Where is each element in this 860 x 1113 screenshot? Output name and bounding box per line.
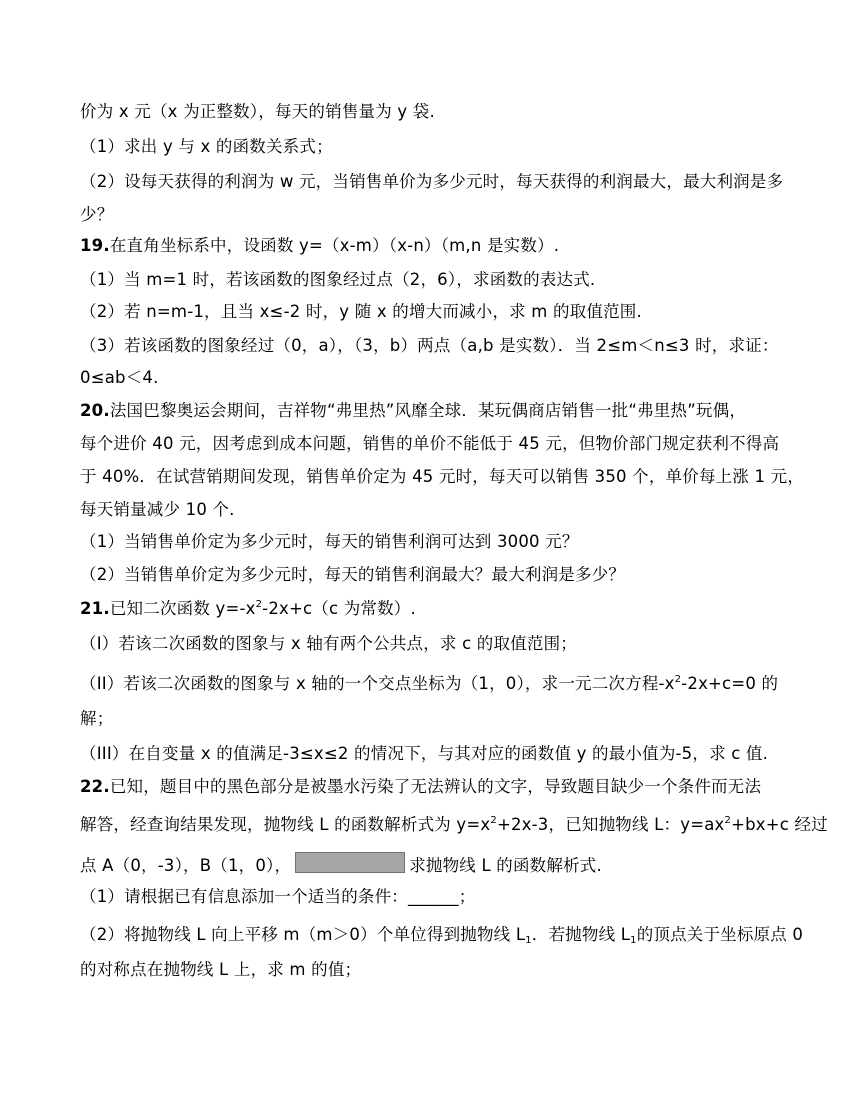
text-fragment: 解答，经查询结果发现，抛物线 L 的函数解析式为 y=x bbox=[80, 815, 491, 834]
subscript: 1 bbox=[525, 935, 532, 946]
text-fragment: （II）若该二次函数的图象与 x 轴的一个交点坐标为（1，0），求一元二次方程-x bbox=[80, 674, 675, 693]
text-line: （I）若该二次函数的图象与 x 轴有两个公共点，求 c 的取值范围； bbox=[80, 634, 577, 653]
text-line bbox=[80, 815, 828, 835]
text-fragment: +2x-3，已知抛物线 L：y=ax bbox=[496, 815, 725, 834]
question-20 bbox=[80, 401, 746, 421]
superscript: 2 bbox=[255, 599, 263, 610]
text-line: 每个进价 40 元，因考虑到成本问题，销售的单价不能低于 45 元，但物价部门规定获利不得高 bbox=[80, 434, 780, 453]
text-line: 于 40%．在试营销期间发现，销售单价定为 45 元时，每天可以销售 350 个，单价每上涨 1 元， bbox=[80, 467, 805, 486]
question-number: 22. bbox=[80, 777, 110, 796]
text-line: 每天销量减少 10 个. bbox=[80, 500, 235, 519]
text-line: 少？ bbox=[80, 205, 114, 224]
question-number: 21. bbox=[80, 599, 110, 618]
ink-blot bbox=[295, 852, 405, 873]
text-line: （III）在自变量 x 的值满足-3≤x≤2 的情况下，与其对应的函数值 y 的最小值为-5，求 c 值. bbox=[80, 744, 769, 763]
question-22 bbox=[80, 777, 761, 797]
text-fragment: -2x+c=0 的 bbox=[681, 674, 779, 693]
text-line bbox=[80, 852, 602, 876]
text-line bbox=[80, 925, 803, 945]
superscript: 2 bbox=[674, 674, 682, 685]
question-19 bbox=[80, 236, 559, 256]
text-line: 0≤ab＜4. bbox=[80, 368, 159, 387]
superscript: 2 bbox=[724, 815, 732, 826]
text-line: 价为 x 元（x 为正整数），每天的销售量为 y 袋. bbox=[80, 102, 435, 121]
question-number: 20. bbox=[80, 401, 110, 420]
text-fragment: +bx+c 经过 bbox=[731, 815, 828, 834]
question-text: 已知二次函数 y=-x bbox=[109, 599, 256, 618]
text-fragment: （2）将抛物线 L 向上平移 m（m＞0）个单位得到抛物线 L bbox=[80, 925, 526, 944]
text-line: 的对称点在抛物线 L 上，求 m 的值； bbox=[80, 960, 362, 979]
text-line: （1）当销售单价定为多少元时，每天的销售利润可达到 3000 元？ bbox=[80, 532, 579, 551]
text-line: （2）设每天获得的利润为 w 元，当销售单价为多少元时，每天获得的利润最大，最大利润是多 bbox=[80, 172, 784, 191]
superscript: 2 bbox=[490, 815, 497, 826]
text-fragment: 点 A（0，-3），B（1，0）， bbox=[80, 856, 292, 875]
text-line: （2）当销售单价定为多少元时，每天的销售利润最大？最大利润是多少？ bbox=[80, 565, 626, 584]
text-fragment: 求抛物线 L 的函数解析式. bbox=[409, 856, 602, 875]
subscript: 1 bbox=[630, 935, 637, 946]
question-text: -2x+c（c 为常数）. bbox=[262, 599, 416, 618]
text-line: （1）请根据已有信息添加一个适当的条件：______； bbox=[80, 887, 476, 906]
question-text: 在直角坐标系中，设函数 y=（x-m）（x-n）（m,n 是实数）. bbox=[109, 236, 560, 255]
question-text: 法国巴黎奥运会期间，吉祥物“弗里热”风靡全球．某玩偶商店销售一批“弗里热”玩偶， bbox=[109, 401, 747, 420]
text-fragment: ．若抛物线 L bbox=[531, 925, 631, 944]
text-line: 解； bbox=[80, 709, 114, 728]
text-line: （1）求出 y 与 x 的函数关系式； bbox=[80, 137, 333, 156]
question-text: 已知，题目中的黑色部分是被墨水污染了无法辨认的文字，导致题目缺少一个条件而无法 bbox=[109, 777, 762, 796]
question-number: 19. bbox=[80, 236, 110, 255]
text-line bbox=[80, 674, 778, 694]
text-fragment: 的顶点关于坐标原点 0 bbox=[636, 925, 804, 944]
text-line: （3）若该函数的图象经过（0，a），（3，b）两点（a,b 是实数）．当 2≤m＜n≤3 时，求证： bbox=[80, 336, 779, 355]
text-line: （2）若 n=m-1，且当 x≤-2 时，y 随 x 的增大而减小，求 m 的取值范围. bbox=[80, 302, 642, 321]
question-21 bbox=[80, 599, 416, 619]
text-line: （1）当 m=1 时，若该函数的图象经过点（2，6），求函数的表达式. bbox=[80, 270, 596, 289]
